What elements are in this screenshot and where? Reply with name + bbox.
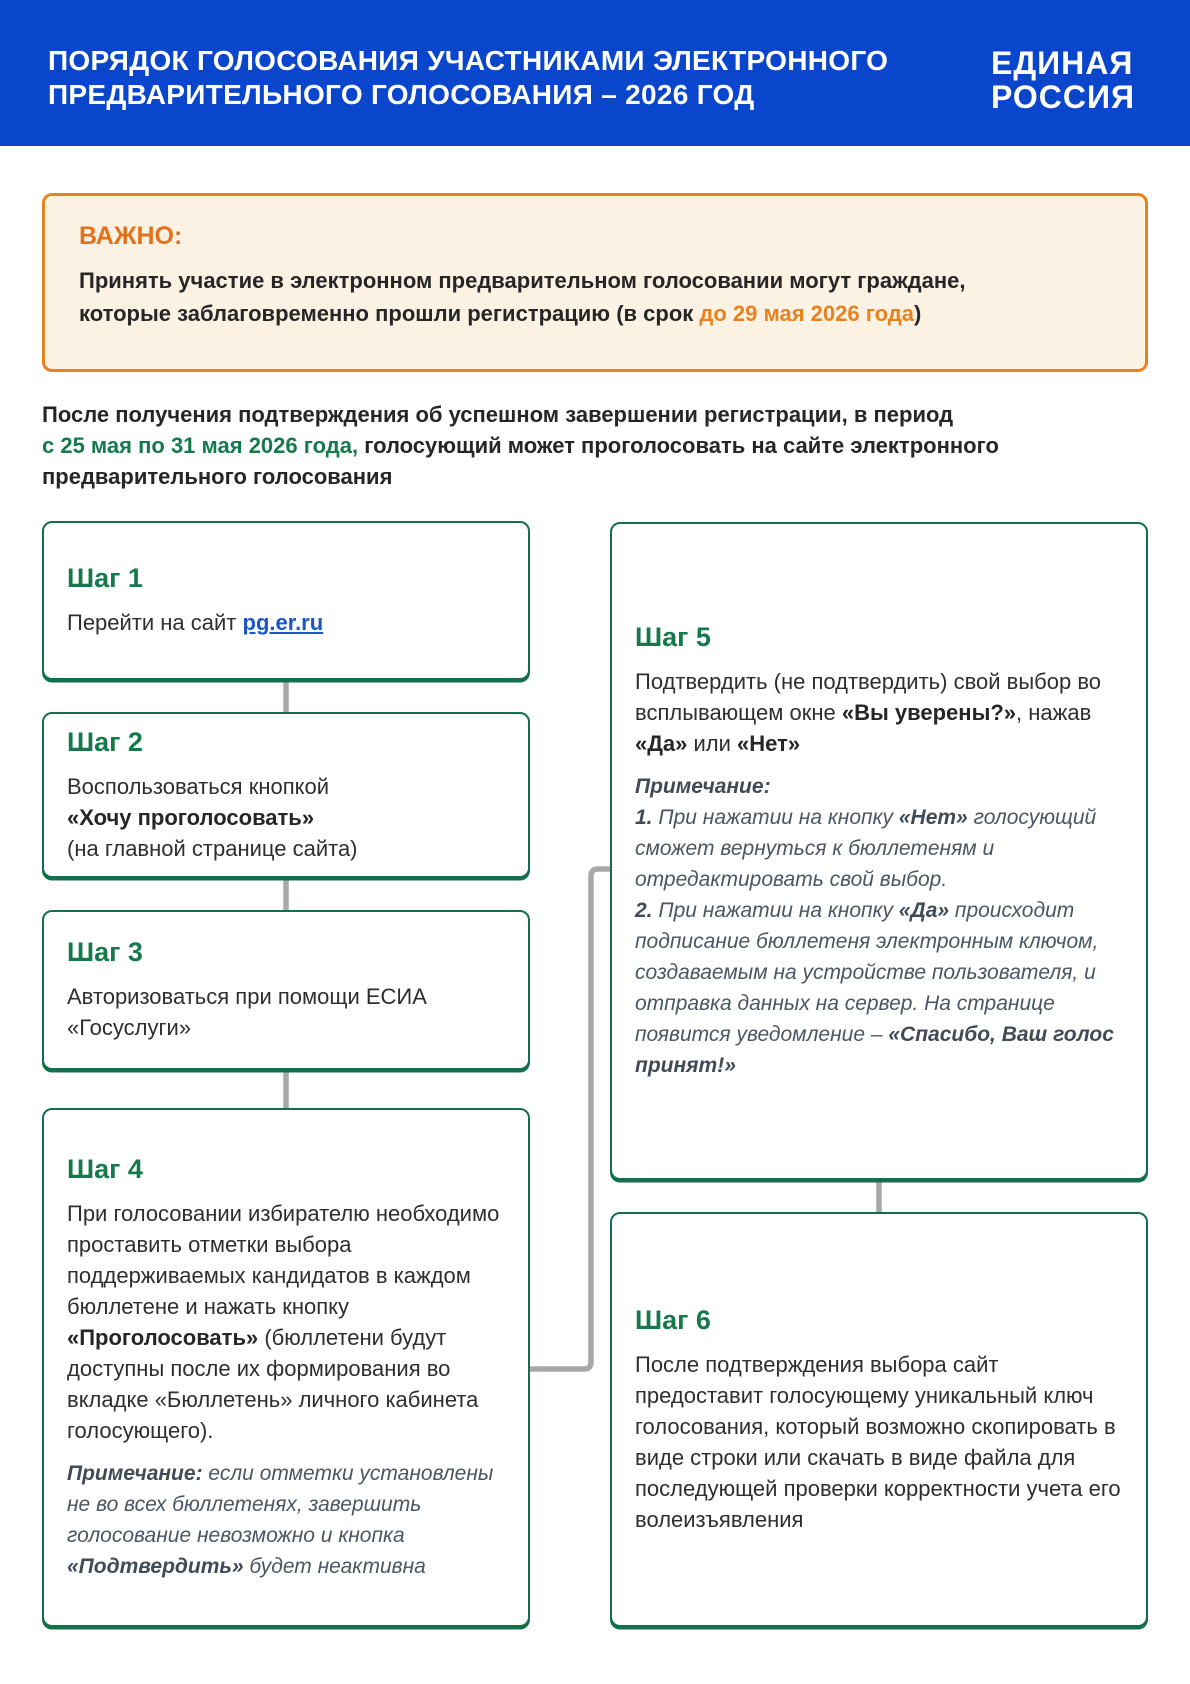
step-2-box bbox=[42, 712, 530, 878]
step-5-text bbox=[635, 666, 1123, 759]
step-2-text bbox=[67, 771, 505, 864]
step-5-box bbox=[610, 522, 1148, 1180]
step-6-heading: Шаг 6 bbox=[635, 1304, 711, 1335]
important-text-line2-before: которые заблаговременно прошли регистрацию (в срок bbox=[79, 301, 700, 326]
page-title-line2: ПРЕДВАРИТЕЛЬНОГО ГОЛОСОВАНИЯ – 2026 ГОД bbox=[48, 79, 755, 110]
note-2-yes-button-highlight: «Да» bbox=[898, 898, 950, 922]
step-6-text: После подтверждения выбора сайт предоставит голосующему уникальный ключ голосования, который возможно скопировать в виде строки или скачать в виде файла для последующей проверки корректности учета его волеизъявления bbox=[635, 1351, 1121, 1532]
voting-period-highlight: с 25 мая по 31 мая 2026 года, bbox=[42, 433, 359, 458]
pg-er-ru-link[interactable]: pg.er.ru bbox=[242, 610, 324, 635]
step-5-body-seg2: , нажав bbox=[1016, 699, 1092, 725]
step-5-note-item-1 bbox=[635, 802, 1123, 895]
step-5-heading: Шаг 5 bbox=[635, 621, 711, 652]
important-text-line1: Принять участие в электронном предварительном голосовании могут граждане, bbox=[79, 268, 966, 293]
united-russia-logo bbox=[991, 46, 1135, 114]
step-3-text bbox=[67, 981, 505, 1043]
note-2-number: 2. bbox=[635, 898, 653, 922]
step-4-note-part2: будет неактивна bbox=[243, 1554, 426, 1578]
step-4-body-after: (бюллетени будут доступны после их формирования во вкладке «Бюллетень» личного кабинета голосующего). bbox=[67, 1324, 479, 1443]
logo-line2: РОССИЯ bbox=[990, 79, 1135, 115]
step-4-box bbox=[42, 1108, 530, 1627]
step-3-line1: Авторизоваться при помощи ЕСИА bbox=[67, 984, 427, 1009]
no-button-highlight: «Нет» bbox=[737, 730, 801, 756]
step-6-box bbox=[610, 1212, 1148, 1627]
step-2-line3: (на главной странице сайта) bbox=[67, 835, 358, 861]
are-you-sure-dialog-highlight: «Вы уверены?» bbox=[841, 699, 1017, 725]
step-1-heading: Шаг 1 bbox=[67, 563, 143, 593]
step-2-heading: Шаг 2 bbox=[67, 726, 143, 757]
important-text bbox=[79, 264, 1111, 330]
vote-button-label-highlight: «Хочу проголосовать» bbox=[67, 804, 315, 830]
note-1-number: 1. bbox=[635, 805, 653, 829]
step-3-line2: «Госуслуги» bbox=[67, 1015, 192, 1040]
page-title bbox=[48, 44, 888, 112]
intro-line1: После получения подтверждения об успешном завершении регистрации, в период bbox=[42, 402, 954, 427]
important-heading: ВАЖНО: bbox=[79, 222, 183, 250]
step-4-note bbox=[67, 1458, 505, 1582]
note-1-no-button-highlight: «Нет» bbox=[898, 805, 968, 829]
step-5-body-seg3: или bbox=[687, 730, 738, 756]
step-5-note-label: Примечание: bbox=[635, 774, 771, 798]
thank-you-message-highlight: «Спасибо, Ваш голос принят!» bbox=[635, 1022, 1114, 1077]
step-1-text-before-link: Перейти на сайт bbox=[67, 610, 243, 635]
step-4-note-part1: если отметки установлены не во всех бюллетенях, завершить голосование невозможно и кнопка bbox=[67, 1461, 494, 1547]
intro-rest: голосующий может проголосовать на сайте электронного предварительного голосования bbox=[42, 433, 999, 489]
header-band bbox=[0, 0, 1190, 146]
step-3-heading: Шаг 3 bbox=[67, 937, 143, 967]
connector-step4-step5-elbow bbox=[530, 869, 610, 1369]
page-title-line1: ПОРЯДОК ГОЛОСОВАНИЯ УЧАСТНИКАМИ ЭЛЕКТРОННОГО bbox=[48, 45, 889, 76]
step-5-note-item-2 bbox=[635, 895, 1123, 1081]
note-1-part1: При нажатии на кнопку bbox=[652, 805, 899, 829]
step-4-body-before: При голосовании избирателю необходимо проставить отметки выбора поддерживаемых кандидатов в каждом бюллетене и нажать кнопку bbox=[67, 1200, 500, 1319]
note-2-part2: происходит подписание бюллетеня электронным ключом, создаваемым на устройстве пользователя, и отправка данных на сервер. На странице появится уведомление – bbox=[635, 898, 1099, 1046]
yes-button-highlight: «Да» bbox=[635, 730, 688, 756]
confirm-button-highlight: «Подтвердить» bbox=[67, 1554, 244, 1578]
step-5-body-seg1: Подтвердить (не подтвердить) свой выбор во всплывающем окне bbox=[635, 668, 1102, 725]
important-text-line2-after: ) bbox=[913, 301, 922, 326]
step-4-note-label: Примечание: bbox=[67, 1461, 203, 1485]
note-2-part1: При нажатии на кнопку bbox=[652, 898, 899, 922]
registration-deadline-highlight: до 29 мая 2026 года bbox=[699, 301, 914, 326]
step-1-text bbox=[67, 607, 505, 638]
step-2-line1: Воспользоваться кнопкой bbox=[67, 773, 330, 799]
submit-vote-button-highlight: «Проголосовать» bbox=[67, 1324, 259, 1350]
step-3-box bbox=[42, 910, 530, 1070]
step-4-text bbox=[67, 1198, 505, 1446]
logo-line1: ЕДИНАЯ bbox=[990, 45, 1134, 81]
step-1-box bbox=[42, 521, 530, 680]
note-1-part2: голосующий сможет вернуться к бюллетеням и отредактировать свой выбор. bbox=[635, 805, 1097, 891]
important-notice-box bbox=[42, 193, 1148, 372]
step-5-note-label-line bbox=[635, 771, 1123, 802]
intro-paragraph bbox=[42, 399, 1148, 492]
step-4-heading: Шаг 4 bbox=[67, 1153, 143, 1184]
